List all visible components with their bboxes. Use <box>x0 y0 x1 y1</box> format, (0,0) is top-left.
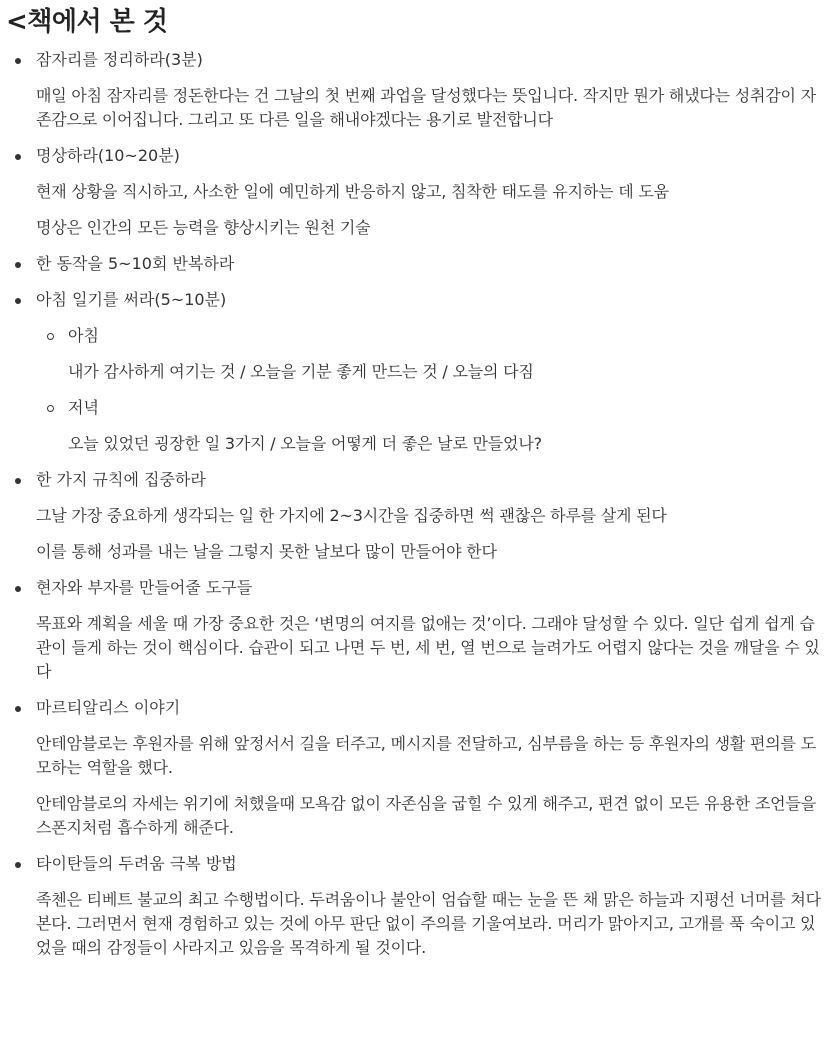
list-item-label: 아침 일기를 써라(5~10분) <box>36 290 227 309</box>
list-item-label: 명상하라(10~20분) <box>36 146 180 165</box>
paragraph: 매일 아침 잠자리를 정돈한다는 건 그날의 첫 번째 과업을 달성했다는 뜻입니다. 작지만 뭔가 해냈다는 성취감이 자존감으로 이어집니다. 그리고 또 다른 일을 해내야겠다는 용기로 발전합니다 <box>36 86 816 129</box>
bullet-icon <box>15 262 21 268</box>
list-item-label: 타이탄들의 두려움 극복 방법 <box>36 854 237 873</box>
list-item-heading <box>6 144 821 168</box>
sub-list-item <box>6 396 821 456</box>
list-item-label: 잠자리를 정리하라(3분) <box>36 50 203 69</box>
list-item-heading <box>6 468 821 492</box>
sub-list-item-label: 저녁 <box>68 398 99 417</box>
sub-list-item-heading <box>6 396 821 420</box>
circle-bullet-icon <box>47 333 54 340</box>
circle-bullet-icon <box>47 405 54 412</box>
paragraph: 이를 통해 성과를 내는 날을 그렇지 못한 날보다 많이 만들어야 한다 <box>36 542 497 561</box>
list-item <box>6 852 821 960</box>
bullet-icon <box>15 706 21 712</box>
sub-list-item <box>6 324 821 384</box>
sub-list-item-heading <box>6 324 821 348</box>
paragraph: 목표와 계획을 세울 때 가장 중요한 것은 ‘변명의 여지를 없애는 것’이다. 그래야 달성할 수 있다. 일단 쉽게 쉽게 습관이 들게 하는 것이 핵심이다. 습관이 되고 나면 두 번, 세 번, 열 번으로 늘려가도 어렵지 않다는 것을 깨달을 수 있다 <box>36 614 820 681</box>
sub-paragraph: 내가 감사하게 여기는 것 / 오늘을 기분 좋게 만드는 것 / 오늘의 다짐 <box>68 362 534 381</box>
list-item <box>6 696 821 840</box>
list-item <box>6 144 821 240</box>
list-item <box>6 288 821 456</box>
list-item <box>6 468 821 564</box>
bullet-icon <box>15 586 21 592</box>
paragraph: 그날 가장 중요하게 생각되는 일 한 가지에 2~3시간을 집중하면 썩 괜찮은 하루를 살게 된다 <box>36 506 667 525</box>
paragraph: 안테암블로의 자세는 위기에 처했을때 모욕감 없이 자존심을 굽힐 수 있게 해주고, 편견 없이 모든 유용한 조언들을 스폰지처럼 흡수하게 해준다. <box>36 794 816 837</box>
list-item-heading <box>6 252 821 276</box>
bullet-icon <box>15 154 21 160</box>
sub-list <box>6 324 821 456</box>
list-item-label: 한 가지 규칙에 집중하라 <box>36 470 206 489</box>
list-item-label: 마르티알리스 이야기 <box>36 698 181 717</box>
list-item-heading <box>6 696 821 720</box>
bullet-list <box>6 48 821 960</box>
list-item <box>6 576 821 684</box>
paragraph: 족첸은 티베트 불교의 최고 수행법이다. 두려움이나 불안이 엄습할 때는 눈을 뜬 채 맑은 하늘과 지평선 너머를 쳐다본다. 그러면서 현재 경험하고 있는 것에 아무 판단 없이 주의를 기울여보라. 머리가 맑아지고, 고개를 푹 숙이고 있었을 때의 감정들이 사라지고 있음을 목격하게 될 것이다. <box>36 890 821 957</box>
list-item <box>6 252 821 276</box>
list-item-label: 한 동작을 5~10회 반복하라 <box>36 254 235 273</box>
list-item <box>6 48 821 132</box>
bullet-icon <box>15 862 21 868</box>
paragraph: 안테암블로는 후원자를 위해 앞정서서 길을 터주고, 메시지를 전달하고, 심부름을 하는 등 후원자의 생활 편의를 도모하는 역할을 했다. <box>36 734 816 777</box>
list-item-heading <box>6 288 821 312</box>
list-item-heading <box>6 576 821 600</box>
list-item-heading <box>6 852 821 876</box>
page-title: <책에서 본 것 <box>6 7 168 37</box>
list-item-label: 현자와 부자를 만들어줄 도구들 <box>36 578 253 597</box>
sub-paragraph: 오늘 있었던 굉장한 일 3가지 / 오늘을 어떻게 더 좋은 날로 만들었나? <box>68 434 542 453</box>
bullet-icon <box>15 478 21 484</box>
sub-list-item-label: 아침 <box>68 326 99 345</box>
bullet-icon <box>15 58 21 64</box>
bullet-icon <box>15 298 21 304</box>
paragraph: 현재 상황을 직시하고, 사소한 일에 예민하게 반응하지 않고, 침착한 태도를 유지하는 데 도움 <box>36 182 669 201</box>
list-item-heading <box>6 48 821 72</box>
paragraph: 명상은 인간의 모든 능력을 향상시키는 원천 기술 <box>36 218 371 237</box>
